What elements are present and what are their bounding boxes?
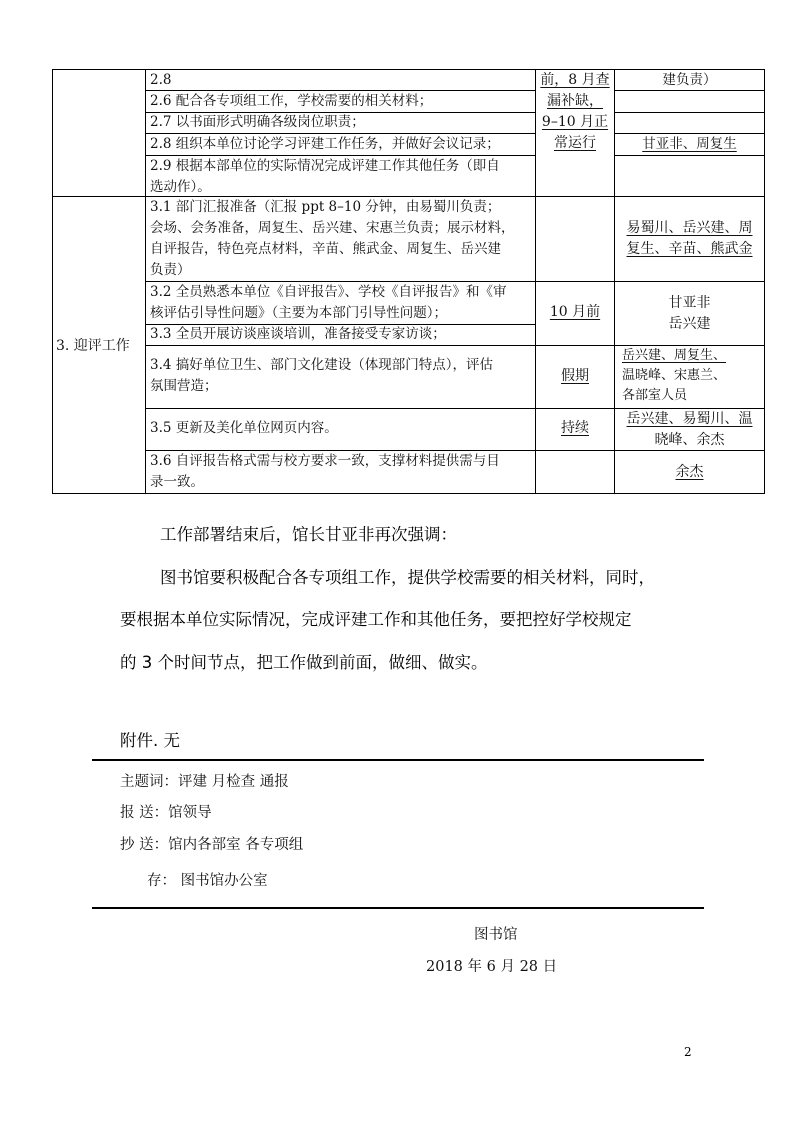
task-3-2 <box>150 282 507 324</box>
section2-timeline <box>536 70 614 154</box>
task-3-1-line3: 自评报告，特色亮点材料，辛苗、熊武金、周复生、岳兴建 <box>150 241 501 257</box>
owner-3-1-line2: 复生、辛苗、熊武金 <box>626 241 753 257</box>
task-3-1 <box>150 197 515 281</box>
time-3-2: 10 月前 <box>549 304 601 320</box>
attachment-note: 附件. 无 <box>120 731 180 750</box>
owner-3-5 <box>615 409 764 451</box>
meta-top-rule <box>92 759 704 761</box>
task-2-7: 2.7 以书面形式明确各级岗位职责； <box>150 114 365 130</box>
owner-3-2-line1: 甘亚非 <box>668 295 711 311</box>
paragraph-line4: 的 3 个时间节点，把工作做到前面，做细、做实。 <box>120 653 488 672</box>
section2-time-line4: 常运行 <box>554 135 596 151</box>
owner-3-6: 余杰 <box>675 464 704 480</box>
owner-3-1-line1: 易蜀川、岳兴建、周 <box>626 220 753 236</box>
archive: 存： 图书馆办公室 <box>147 873 268 889</box>
task-3-4 <box>150 355 493 397</box>
carbon-copy: 抄 送：馆内各部室 各专项组 <box>120 837 304 853</box>
section3-label: 3. 迎评工作 <box>56 338 130 354</box>
task-3-1-line2: 会场、会务准备，周复生、岳兴建、宋惠兰负责；展示材料， <box>150 220 515 236</box>
task-2-9-line2: 选动作）。 <box>150 179 211 195</box>
subject-keywords: 主题词：评建 月检查 通报 <box>120 774 289 790</box>
task-3-4-line2: 氛围营造； <box>150 378 218 394</box>
section2-time-line3: 9–10 月正 <box>541 114 609 130</box>
task-3-2-line2: 核评估引导性问题》（主要为本部门引导性问题）； <box>150 305 447 321</box>
task-2-6: 2.6 配合各专项组工作，学校需要的相关材料； <box>150 93 433 109</box>
task-2-9 <box>150 156 500 198</box>
owner-3-5-line2: 晓峰、余杰 <box>654 432 725 448</box>
owner-3-4-line2: 温晓峰、宋惠兰、 <box>622 368 727 383</box>
send-to: 报 送：馆领导 <box>120 805 212 821</box>
task-3-6-line1: 3.6 自评报告格式需与校方要求一致，支撑材料提供需与目 <box>150 453 500 469</box>
owner-2-header: 建负责） <box>662 72 717 88</box>
owner-3-5-line1: 岳兴建、易蜀川、温 <box>626 411 753 427</box>
paragraph-line2: 图书馆要积极配合各专项组工作，提供学校需要的相关材料，同时， <box>160 568 655 587</box>
task-3-5: 3.5 更新及美化单位网页内容。 <box>150 420 338 436</box>
signature-org: 图书馆 <box>474 927 518 943</box>
owner-3-2-line2: 岳兴建 <box>668 316 711 332</box>
task-2-8: 2.8 组织本单位讨论学习评建工作任务，并做好会议记录； <box>150 136 500 152</box>
owner-3-4-line3: 各部室人员 <box>622 388 688 403</box>
task-3-1-line1: 3.1 部门汇报准备（汇报 ppt 8–10 分钟，由易蜀川负责； <box>150 199 501 215</box>
time-3-4: 假期 <box>561 368 589 384</box>
time-3-5: 持续 <box>561 420 589 436</box>
owner-3-4 <box>622 346 726 406</box>
task-2-8-header: 2.8 <box>150 72 172 88</box>
section2-time-line2: 漏补缺， <box>547 93 603 109</box>
owner-3-2 <box>615 293 764 335</box>
signature-date: 2018 年 6 月 28 日 <box>426 959 558 975</box>
owner-2-8: 甘亚非、周复生 <box>642 136 737 152</box>
task-3-2-line1: 3.2 全员熟悉本单位《自评报告》、学校《自评报告》和《审 <box>150 284 507 300</box>
task-3-6 <box>150 451 500 493</box>
task-3-3: 3.3 全员开展访谈座谈培训，准备接受专家访谈； <box>150 326 446 342</box>
task-2-9-line1: 2.9 根据本部单位的实际情况完成评建工作其他任务（即自 <box>150 158 500 174</box>
section2-time-line1: 前，8 月查 <box>540 72 610 88</box>
task-3-4-line1: 3.4 搞好单位卫生、部门文化建设（体现部门特点），评估 <box>150 357 494 373</box>
paragraph-line1: 工作部署结束后，馆长甘亚非再次强调： <box>160 525 457 544</box>
task-3-1-line4: 负责） <box>150 262 191 278</box>
meta-bottom-rule <box>92 907 704 909</box>
owner-3-1 <box>615 218 764 260</box>
task-3-6-line2: 录一致。 <box>150 474 204 490</box>
page-number: 2 <box>684 1045 692 1059</box>
owner-3-4-line1: 岳兴建、周复生、 <box>622 348 727 363</box>
paragraph-line3: 要根据本单位实际情况，完成评建工作和其他任务，要把控好学校规定 <box>120 610 632 629</box>
